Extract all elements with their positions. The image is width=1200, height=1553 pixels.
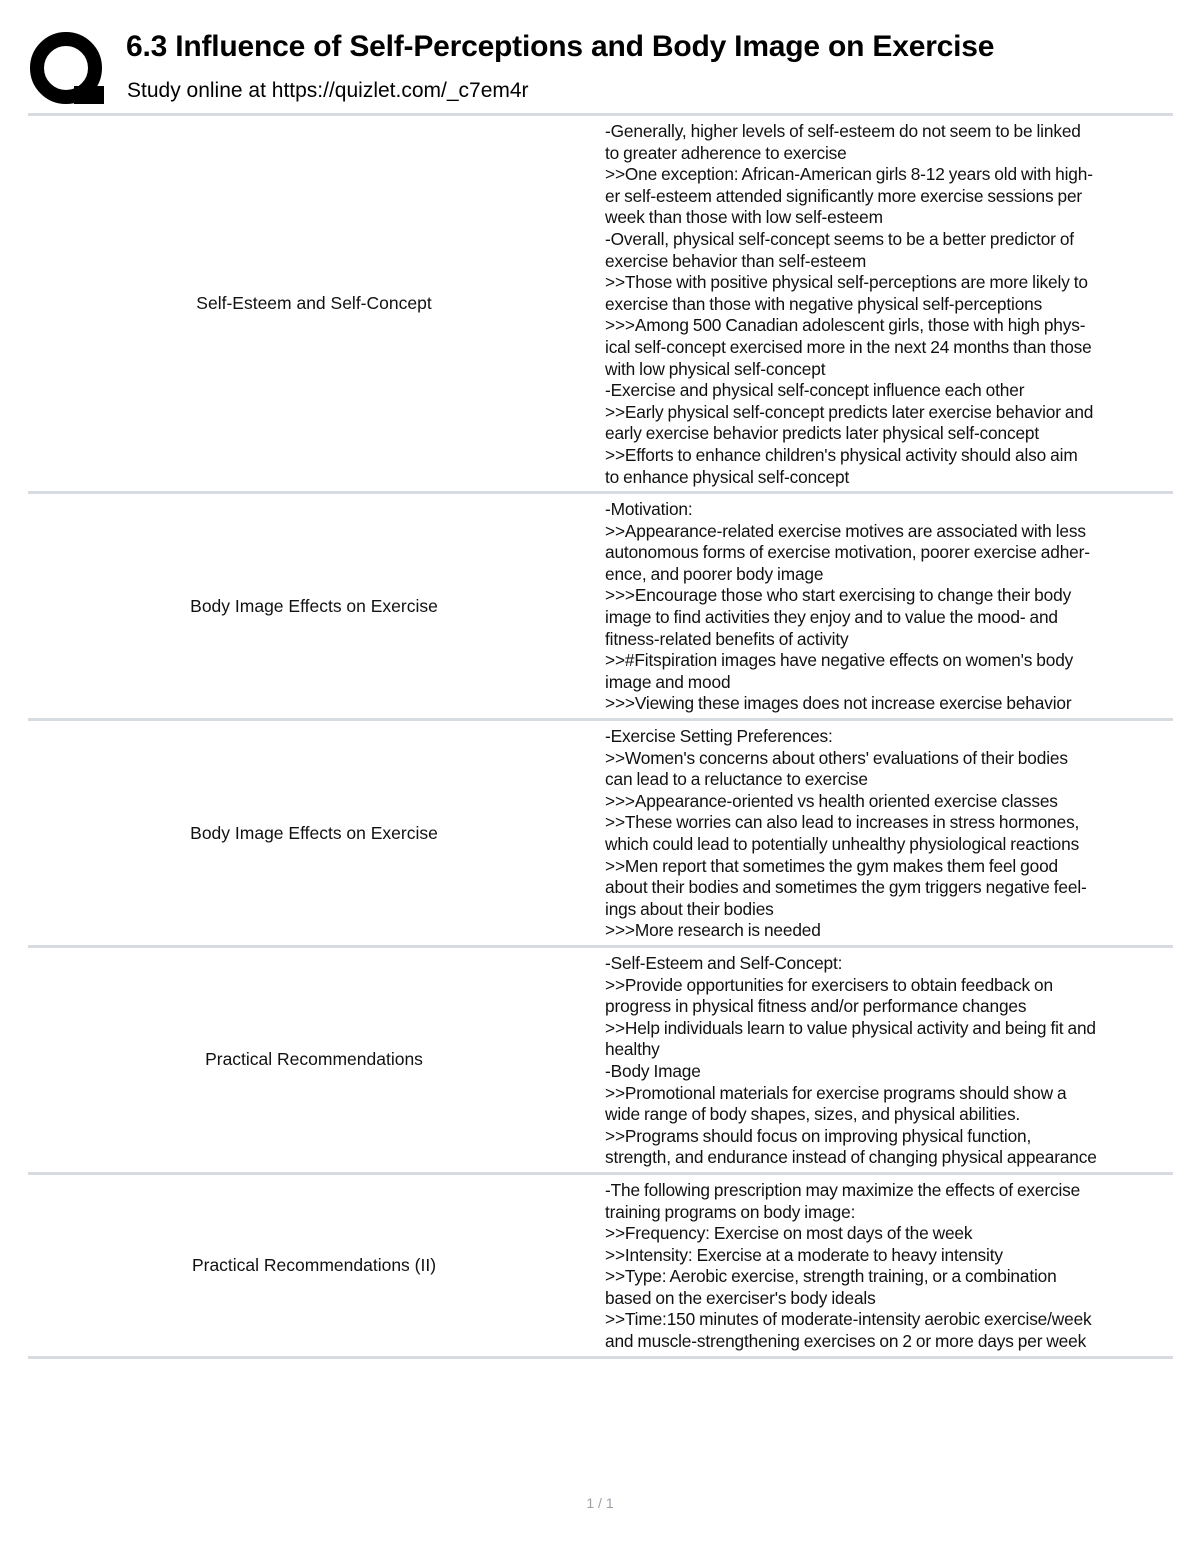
definition-line: -Exercise and physical self-concept influence each other bbox=[605, 380, 1025, 401]
flashcard-row bbox=[28, 948, 1173, 1175]
definition-line: to greater adherence to exercise bbox=[605, 142, 847, 163]
definition-line: >>>More research is needed bbox=[605, 920, 821, 941]
card-definition bbox=[600, 948, 1173, 1172]
definition-line: -Overall, physical self-concept seems to be a better predictor of bbox=[605, 228, 1074, 249]
quizlet-q-logo-icon bbox=[28, 30, 108, 110]
definition-line: -The following prescription may maximize the effects of exercise bbox=[605, 1179, 1081, 1200]
definition-line: >>Programs should focus on improving physical function, bbox=[605, 1125, 1032, 1146]
definition-line: >>>Among 500 Canadian adolescent girls, those with high phys- bbox=[605, 315, 1086, 336]
definition-line: exercise than those with negative physical self-perceptions bbox=[605, 293, 1043, 314]
definition-line: >>Efforts to enhance children's physical activity should also aim bbox=[605, 444, 1078, 465]
card-definition bbox=[600, 494, 1173, 718]
definition-line: er self-esteem attended significantly more exercise sessions per bbox=[605, 185, 1083, 206]
card-term: Practical Recommendations (II) bbox=[191, 1254, 437, 1275]
definition-line: -Self-Esteem and Self-Concept: bbox=[605, 952, 843, 973]
card-definition bbox=[600, 116, 1173, 491]
definition-line: to enhance physical self-concept bbox=[605, 466, 850, 487]
definition-line: ical self-concept exercised more in the next 24 months than those bbox=[605, 336, 1092, 357]
definition-line: >>Men report that sometimes the gym makes them feel good bbox=[605, 855, 1059, 876]
definition-line: >>Intensity: Exercise at a moderate to heavy intensity bbox=[605, 1244, 1003, 1265]
study-online-link[interactable]: Study online at https://quizlet.com/_c7em4r bbox=[127, 79, 529, 102]
definition-line: >>Type: Aerobic exercise, strength training, or a combination bbox=[605, 1266, 1057, 1287]
definition-line: >>Appearance-related exercise motives are associated with less bbox=[605, 520, 1086, 541]
definition-line: ings about their bodies bbox=[605, 898, 774, 919]
page-title: 6.3 Influence of Self-Perceptions and Body Image on Exercise bbox=[126, 30, 995, 63]
definition-line: >>Women's concerns about others' evaluations of their bodies bbox=[605, 747, 1068, 768]
flashcard-row bbox=[28, 116, 1173, 494]
definition-line: image to find activities they enjoy and to value the mood- and bbox=[605, 607, 1058, 628]
definition-line: -Body Image bbox=[605, 1060, 701, 1081]
definition-line: >>Frequency: Exercise on most days of the week bbox=[605, 1223, 973, 1244]
definition-line: >>Those with positive physical self-perceptions are more likely to bbox=[605, 272, 1088, 293]
definition-line: week than those with low self-esteem bbox=[605, 207, 883, 228]
definition-line: >>Time:150 minutes of moderate-intensity aerobic exercise/week bbox=[605, 1309, 1092, 1330]
definition-line: autonomous forms of exercise motivation, poorer exercise adher- bbox=[605, 542, 1090, 563]
definition-line: -Generally, higher levels of self-esteem do not seem to be linked bbox=[605, 121, 1081, 141]
definition-line: can lead to a reluctance to exercise bbox=[605, 769, 868, 790]
flashcard-list bbox=[28, 113, 1173, 1359]
definition-line: >>Provide opportunities for exercisers to obtain feedback on bbox=[605, 974, 1053, 995]
definition-line: with low physical self-concept bbox=[605, 358, 826, 379]
definition-line: >>These worries can also lead to increases in stress hormones, bbox=[605, 812, 1080, 833]
definition-line: strength, and endurance instead of changing physical appearance bbox=[605, 1147, 1097, 1168]
definition-line: >>One exception: African-American girls 8-12 years old with high- bbox=[605, 164, 1093, 185]
definition-line: early exercise behavior predicts later physical self-concept bbox=[605, 423, 1040, 444]
definition-line: which could lead to potentially unhealthy physiological reactions bbox=[605, 834, 1080, 854]
definition-line: progress in physical fitness and/or performance changes bbox=[605, 996, 1027, 1017]
definition-line: fitness-related benefits of activity bbox=[605, 628, 849, 649]
card-term: Body Image Effects on Exercise bbox=[190, 595, 438, 616]
definition-line: -Exercise Setting Preferences: bbox=[605, 726, 833, 747]
definition-line: exercise behavior than self-esteem bbox=[605, 250, 867, 271]
definition-line: and muscle-strengthening exercises on 2 or more days per week bbox=[605, 1331, 1087, 1352]
definition-line: ence, and poorer body image bbox=[605, 563, 824, 584]
card-term: Self-Esteem and Self-Concept bbox=[196, 293, 432, 314]
flashcard-row bbox=[28, 1175, 1173, 1359]
definition-line: >>#Fitspiration images have negative effects on women's body bbox=[605, 650, 1074, 671]
definition-line: based on the exerciser's body ideals bbox=[605, 1287, 876, 1308]
card-term: Practical Recommendations bbox=[205, 1049, 423, 1070]
definition-line: image and mood bbox=[605, 671, 731, 692]
definition-line: >>>Encourage those who start exercising to change their body bbox=[605, 585, 1072, 606]
definition-line: >>>Appearance-oriented vs health oriented exercise classes bbox=[605, 790, 1058, 811]
definition-line: >>>Viewing these images does not increase exercise behavior bbox=[605, 693, 1072, 714]
flashcard-row bbox=[28, 721, 1173, 948]
definition-line: training programs on body image: bbox=[605, 1201, 856, 1222]
definition-line: -Motivation: bbox=[605, 499, 693, 520]
card-term: Body Image Effects on Exercise bbox=[190, 822, 438, 843]
definition-line: >>Promotional materials for exercise programs should show a bbox=[605, 1082, 1067, 1103]
definition-line: >>Early physical self-concept predicts later exercise behavior and bbox=[605, 401, 1094, 422]
card-definition bbox=[600, 721, 1173, 945]
definition-line: about their bodies and sometimes the gym triggers negative feel- bbox=[605, 877, 1087, 898]
flashcard-row bbox=[28, 494, 1173, 721]
definition-line: >>Help individuals learn to value physical activity and being fit and bbox=[605, 1017, 1096, 1038]
definition-line: healthy bbox=[605, 1039, 660, 1060]
page-number: 1 / 1 bbox=[586, 1495, 614, 1511]
card-definition bbox=[600, 1175, 1173, 1356]
definition-line: wide range of body shapes, sizes, and physical abilities. bbox=[605, 1104, 1021, 1125]
